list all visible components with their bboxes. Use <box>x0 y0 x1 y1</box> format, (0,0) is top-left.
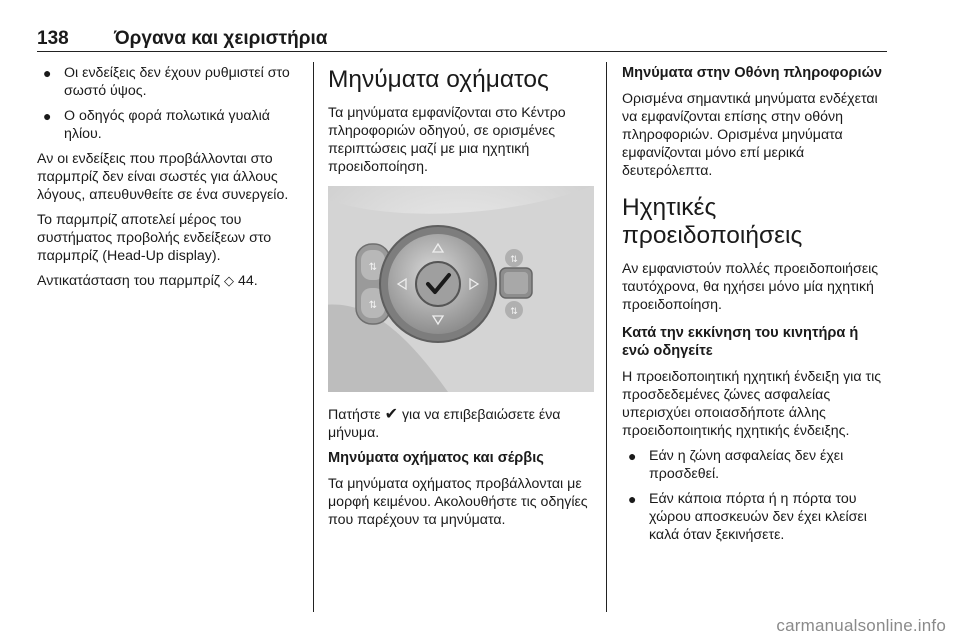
paragraph: Αν εμφανιστούν πολλές προειδοποιήσεις ταυτόχρονα, θα ηχήσει μόνο μία ηχητική προειδοποίηση. <box>622 261 879 313</box>
column-3 <box>622 64 886 551</box>
subheading: Κατά την εκκίνηση του κινητήρα ή ενώ οδηγείτε <box>622 325 859 359</box>
paragraph: Η προειδοποιητική ηχητική ένδειξη για τις προσδεδεμένες ζώνες ασφαλείας υπερισχύει οποιασδήποτε άλλης προειδοποιητικής ηχητικής ένδειξης. <box>622 369 882 439</box>
paragraph: Τα μηνύματα οχήματος προβάλλονται με μορφή κειμένου. Ακολουθήστε τις οδηγίες που παρέχουν τα μηνύματα. <box>328 476 588 528</box>
bullet-icon: ● <box>628 448 637 464</box>
bullet-list <box>622 447 886 544</box>
chapter-title: Όργανα και χειριστήρια <box>114 28 328 49</box>
page-header <box>37 28 887 50</box>
section-heading: Μηνύματα οχήματος <box>328 66 549 93</box>
page-number: 138 <box>37 28 69 49</box>
bullet-icon: ● <box>628 491 637 507</box>
watermark: carmanualsonline.info <box>776 616 946 635</box>
checkmark-icon: ✔ <box>384 406 398 423</box>
paragraph: Το παρμπρίζ αποτελεί μέρος του συστήματος προβολής ενδείξεων στο παρμπρίζ (Head-Up display). <box>37 212 272 264</box>
svg-text:⇅: ⇅ <box>510 255 518 265</box>
svg-text:⇅: ⇅ <box>368 262 378 273</box>
column-2 <box>328 64 594 536</box>
bullet-list <box>37 64 303 143</box>
paragraph: Πατήστε ✔ για να επιβεβαιώσετε ένα μήνυμα. <box>328 406 561 441</box>
header-rule <box>37 51 887 52</box>
section-heading: Ηχητικές προειδοποιήσεις <box>622 194 803 249</box>
paragraph: Αν οι ενδείξεις που προβάλλονται στο παρμπρίζ δεν είναι σωστές για άλλους λόγους, απευθυνθείτε σε ένα συνεργείο. <box>37 151 289 203</box>
svg-text:⇅: ⇅ <box>368 300 378 311</box>
page-reference-icon: ◇ <box>223 273 234 288</box>
steering-wheel-controls-figure <box>328 186 594 392</box>
column-divider-1 <box>313 62 314 612</box>
paragraph: Τα μηνύματα εμφανίζονται στο Κέντρο πληροφοριών οδηγού, σε ορισμένες περιπτώσεις μαζί με μια ηχητική προειδοποίηση. <box>328 105 566 175</box>
subheading: Μηνύματα οχήματος και σέρβις <box>328 450 544 466</box>
list-item: ● Εάν κάποια πόρτα ή η πόρτα του χώρου αποσκευών δεν έχει κλείσει καλά όταν ξεκινήσετε. <box>628 491 867 543</box>
svg-text:⇅: ⇅ <box>510 307 518 317</box>
cross-reference[interactable]: Αντικατάσταση του παρμπρίζ ◇ 44. <box>37 273 258 289</box>
paragraph: Ορισμένα σημαντικά μηνύματα ενδέχεται να εμφανίζονται επίσης στην οθόνη πληροφοριών. Ορισμένα μηνύματα εμφανίζονται μόνο επί μερικά δευτερόλεπτα. <box>622 91 878 179</box>
bullet-icon: ● <box>43 65 52 81</box>
list-item: ● Οι ενδείξεις δεν έχουν ρυθμιστεί στο σωστό ύψος. <box>43 65 290 99</box>
column-1 <box>37 64 303 297</box>
list-item: ● Εάν η ζώνη ασφαλείας δεν έχει προσδεθεί. <box>628 448 844 482</box>
subheading: Μηνύματα στην Οθόνη πληροφοριών <box>622 65 883 81</box>
list-item: ● Ο οδηγός φορά πολωτικά γυαλιά ηλίου. <box>43 108 271 142</box>
column-divider-2 <box>606 62 607 612</box>
bullet-icon: ● <box>43 108 52 124</box>
